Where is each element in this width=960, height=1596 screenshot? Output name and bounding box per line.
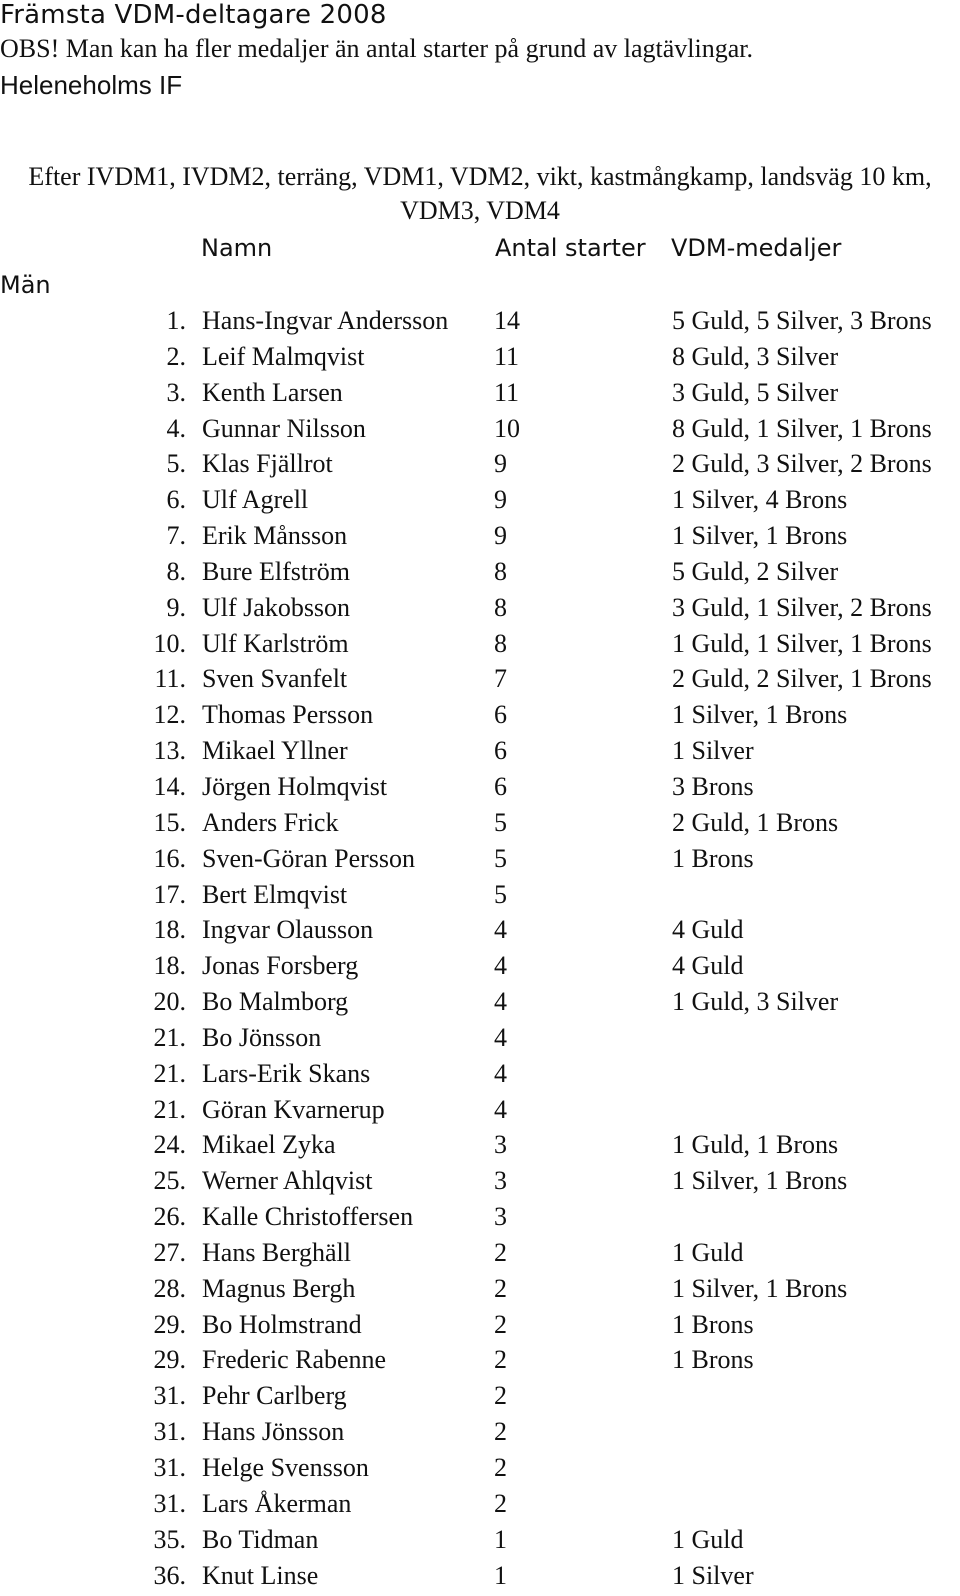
rank-cell: 28. [153, 1273, 186, 1303]
medals-cell: 3 Guld, 5 Silver [672, 377, 839, 407]
name-cell: Ulf Karlström [202, 628, 349, 658]
rank-cell: 24. [153, 1130, 186, 1160]
rank-cell: 16. [153, 843, 186, 873]
table-row [0, 1310, 960, 1346]
table-row [0, 1238, 960, 1274]
rank-cell: 1. [166, 306, 186, 335]
name-cell: Jörgen Holmqvist [202, 771, 388, 801]
medals-cell: 8 Guld, 3 Silver [672, 341, 839, 371]
rank-cell: 5. [166, 449, 186, 479]
rank-cell: 31. [153, 1488, 186, 1518]
table-row [0, 629, 960, 665]
name-cell: Hans Jönsson [202, 1417, 345, 1447]
starts-cell: 6 [494, 700, 507, 730]
name-cell: Helge Svensson [202, 1453, 369, 1482]
name-cell: Leif Malmqvist [202, 341, 365, 371]
table-row [0, 1381, 960, 1417]
medals-cell: 1 Silver, 1 Brons [672, 1166, 848, 1196]
medals-cell: 1 Guld, 1 Silver, 1 Brons [672, 628, 932, 658]
name-cell: Sven Svanfelt [202, 664, 348, 694]
table-row [0, 772, 960, 808]
rank-cell: 12. [153, 700, 186, 730]
column-header-name: Namn [201, 234, 273, 262]
table-row [0, 1202, 960, 1238]
rank-cell: 31. [153, 1417, 186, 1447]
name-cell: Anders Frick [202, 807, 339, 837]
rank-cell: 8. [166, 556, 186, 586]
starts-cell: 4 [494, 951, 507, 981]
starts-cell: 4 [494, 987, 507, 1017]
name-cell: Göran Kvarnerup [202, 1094, 385, 1124]
name-cell: Mikael Zyka [202, 1130, 336, 1160]
starts-cell: 4 [494, 1094, 507, 1124]
name-cell: Frederic Rabenne [202, 1345, 387, 1375]
starts-cell: 7 [494, 664, 507, 694]
name-cell: Bure Elfström [202, 556, 351, 586]
medals-cell: 2 Guld, 2 Silver, 1 Brons [672, 664, 932, 694]
name-cell: Ulf Jakobsson [202, 592, 351, 622]
table-row [0, 1453, 960, 1489]
name-cell: Jonas Forsberg [202, 951, 359, 981]
starts-cell: 5 [494, 807, 507, 837]
table-row [0, 1130, 960, 1166]
starts-cell: 3 [494, 1130, 507, 1160]
starts-cell: 1 [494, 1524, 507, 1554]
rank-cell: 35. [153, 1524, 186, 1554]
rank-cell: 27. [153, 1237, 186, 1267]
name-cell: Bo Jönsson [202, 1022, 322, 1052]
medals-cell: 8 Guld, 1 Silver, 1 Brons [672, 413, 932, 443]
medals-cell: 1 Guld [672, 1524, 744, 1554]
rank-cell: 36. [153, 1560, 186, 1590]
table-row [0, 915, 960, 951]
table-row [0, 378, 960, 414]
starts-cell: 6 [494, 771, 507, 801]
name-cell: Pehr Carlberg [202, 1381, 347, 1411]
starts-cell: 9 [494, 485, 507, 515]
medals-cell: 1 Silver, 4 Brons [672, 485, 848, 515]
table-row [0, 557, 960, 593]
starts-cell: 4 [494, 915, 507, 945]
results-table [0, 306, 960, 1596]
name-cell: Werner Ahlqvist [202, 1166, 373, 1196]
club-name: Heleneholms IF [0, 70, 183, 100]
table-row [0, 1059, 960, 1095]
starts-cell: 9 [494, 521, 507, 551]
table-row [0, 521, 960, 557]
starts-cell: 2 [494, 1381, 507, 1411]
starts-cell: 5 [494, 879, 507, 909]
name-cell: Thomas Persson [202, 700, 374, 730]
table-row [0, 449, 960, 485]
medals-cell: 1 Guld, 3 Silver [672, 987, 839, 1017]
name-cell: Lars-Erik Skans [202, 1058, 371, 1088]
rank-cell: 13. [153, 736, 186, 766]
medals-cell: 4 Guld [672, 915, 744, 945]
name-cell: Gunnar Nilsson [202, 413, 366, 443]
name-cell: Bo Holmstrand [202, 1309, 362, 1339]
rank-cell: 26. [153, 1202, 186, 1232]
starts-cell: 5 [494, 843, 507, 873]
page-title: Främsta VDM-deltagare 2008 [0, 0, 387, 30]
name-cell: Kalle Christoffersen [202, 1202, 414, 1232]
medals-cell: 1 Silver [672, 1560, 754, 1590]
table-row [0, 485, 960, 521]
name-cell: Hans Berghäll [202, 1237, 351, 1267]
name-cell: Kenth Larsen [202, 377, 343, 407]
rank-cell: 18. [153, 915, 186, 945]
starts-cell: 11 [494, 341, 520, 371]
competitions-line: Efter IVDM1, IVDM2, terräng, VDM1, VDM2, vikt, kastmångkamp, landsväg 10 km, VDM3, VDM4 [28, 162, 932, 225]
name-cell: Klas Fjällrot [202, 449, 333, 479]
starts-cell: 4 [494, 1022, 507, 1052]
starts-cell: 3 [494, 1166, 507, 1196]
table-row [0, 1095, 960, 1131]
starts-cell: 6 [494, 736, 507, 766]
starts-cell: 8 [494, 592, 507, 622]
starts-cell: 4 [494, 1058, 507, 1088]
rank-cell: 21. [153, 1058, 186, 1088]
starts-cell: 2 [494, 1273, 507, 1303]
table-row [0, 1166, 960, 1202]
rank-cell: 31. [153, 1453, 186, 1482]
rank-cell: 17. [153, 879, 186, 909]
starts-cell: 11 [494, 377, 520, 407]
rank-cell: 18. [153, 951, 186, 981]
starts-cell: 2 [494, 1453, 507, 1482]
medals-cell: 1 Brons [672, 843, 754, 873]
starts-cell: 3 [494, 1202, 507, 1232]
note-text: OBS! Man kan ha fler medaljer än antal starter på grund av lagtävlingar. [0, 34, 754, 63]
name-cell: Mikael Yllner [202, 736, 348, 766]
table-row [0, 844, 960, 880]
starts-cell: 8 [494, 556, 507, 586]
rank-cell: 14. [153, 771, 186, 801]
rank-cell: 31. [153, 1381, 186, 1411]
starts-cell: 8 [494, 628, 507, 658]
starts-cell: 2 [494, 1488, 507, 1518]
medals-cell: 1 Guld [672, 1237, 744, 1267]
table-row [0, 880, 960, 916]
name-cell: Ingvar Olausson [202, 915, 374, 945]
name-cell: Bo Tidman [202, 1524, 319, 1554]
table-row [0, 951, 960, 987]
name-cell: Bo Malmborg [202, 987, 349, 1017]
rank-cell: 9. [166, 592, 186, 622]
name-cell: Magnus Bergh [202, 1273, 356, 1303]
rank-cell: 3. [166, 377, 186, 407]
table-row [0, 664, 960, 700]
table-row [0, 593, 960, 629]
name-cell: Hans-Ingvar Andersson [202, 306, 449, 335]
starts-cell: 10 [494, 413, 520, 443]
rank-cell: 11. [154, 664, 186, 694]
table-row [0, 1023, 960, 1059]
table-row [0, 414, 960, 450]
medals-cell: 1 Brons [672, 1309, 754, 1339]
medals-cell: 1 Silver, 1 Brons [672, 521, 848, 551]
rank-cell: 29. [153, 1309, 186, 1339]
table-row [0, 987, 960, 1023]
starts-cell: 2 [494, 1417, 507, 1447]
table-row [0, 1417, 960, 1453]
name-cell: Knut Linse [202, 1560, 319, 1590]
rank-cell: 6. [166, 485, 186, 515]
name-cell: Sven-Göran Persson [202, 843, 416, 873]
medals-cell: 1 Silver, 1 Brons [672, 1273, 848, 1303]
column-header-starts: Antal starter [495, 234, 646, 262]
medals-cell: 1 Brons [672, 1345, 754, 1375]
name-cell: Bert Elmqvist [202, 879, 348, 909]
rank-cell: 21. [153, 1022, 186, 1052]
rank-cell: 4. [166, 413, 186, 443]
table-row [0, 1274, 960, 1310]
rank-cell: 25. [153, 1166, 186, 1196]
section-label: Män [0, 271, 51, 299]
medals-cell: 1 Silver [672, 736, 754, 766]
medals-cell: 1 Guld, 1 Brons [672, 1130, 839, 1160]
rank-cell: 15. [153, 807, 186, 837]
table-row [0, 1489, 960, 1525]
starts-cell: 14 [494, 306, 520, 335]
table-row [0, 700, 960, 736]
starts-cell: 2 [494, 1309, 507, 1339]
table-row [0, 736, 960, 772]
rank-cell: 20. [153, 987, 186, 1017]
starts-cell: 9 [494, 449, 507, 479]
medals-cell: 4 Guld [672, 951, 744, 981]
medals-cell: 5 Guld, 5 Silver, 3 Brons [672, 306, 932, 335]
column-header-medals: VDM-medaljer [671, 234, 842, 262]
table-row [0, 306, 960, 342]
table-row [0, 1525, 960, 1561]
starts-cell: 1 [494, 1560, 507, 1590]
table-row [0, 1345, 960, 1381]
rank-cell: 10. [153, 628, 186, 658]
name-cell: Ulf Agrell [202, 485, 309, 515]
rank-cell: 2. [166, 341, 186, 371]
table-row [0, 808, 960, 844]
name-cell: Lars Åkerman [202, 1488, 352, 1518]
medals-cell: 5 Guld, 2 Silver [672, 556, 839, 586]
starts-cell: 2 [494, 1237, 507, 1267]
starts-cell: 2 [494, 1345, 507, 1375]
name-cell: Erik Månsson [202, 521, 348, 551]
medals-cell: 2 Guld, 3 Silver, 2 Brons [672, 449, 932, 479]
medals-cell: 3 Brons [672, 771, 754, 801]
medals-cell: 3 Guld, 1 Silver, 2 Brons [672, 592, 932, 622]
medals-cell: 1 Silver, 1 Brons [672, 700, 848, 730]
medals-cell: 2 Guld, 1 Brons [672, 807, 839, 837]
rank-cell: 7. [166, 521, 186, 551]
rank-cell: 21. [153, 1094, 186, 1124]
table-row [0, 1561, 960, 1596]
rank-cell: 29. [153, 1345, 186, 1375]
table-row [0, 342, 960, 378]
